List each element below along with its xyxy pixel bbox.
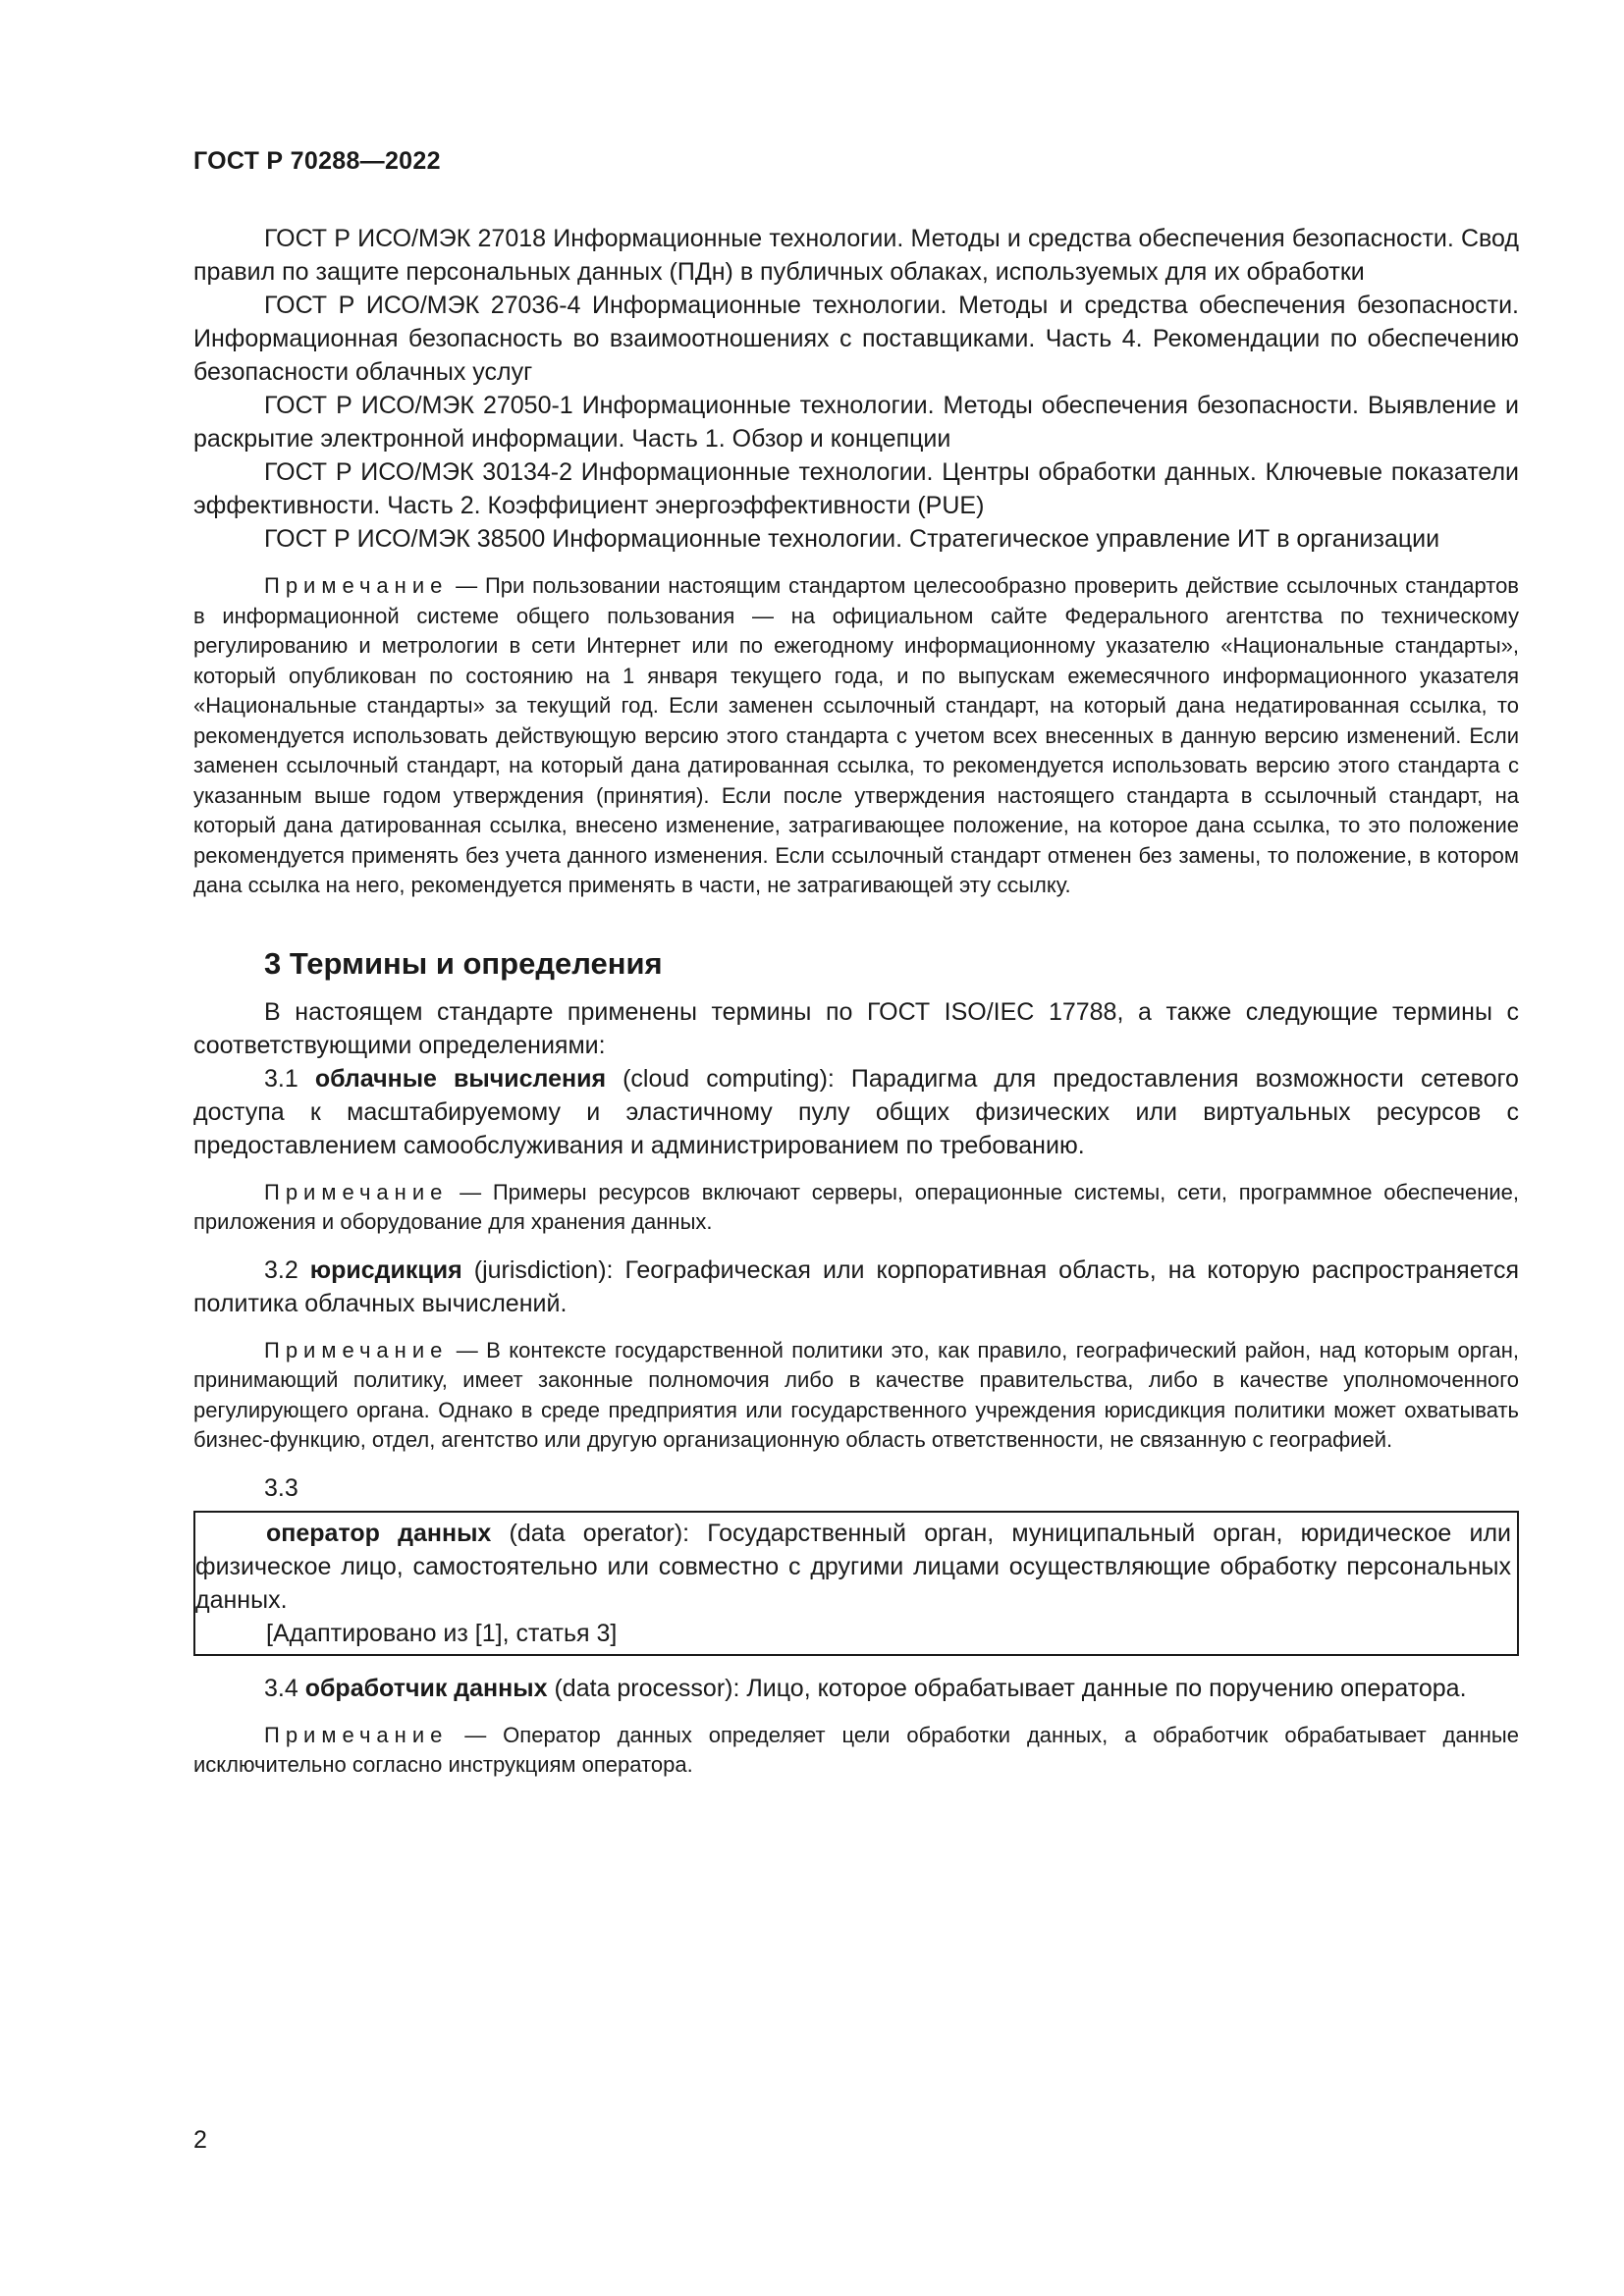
reference-item: ГОСТ Р ИСО/МЭК 27050-1 Информационные технологии. Методы обеспечения безопасности. Выявление и раскрытие электронной информации. Часть 1. Обзор и концепции — [193, 392, 1519, 453]
term-name: юрисдикция — [309, 1255, 462, 1284]
references-note — [193, 571, 1519, 901]
term-3-4-note — [193, 1721, 1519, 1781]
term-3-4 — [193, 1672, 1519, 1705]
section-heading: 3 Термины и определения — [264, 945, 663, 981]
term-number: 3.2 — [264, 1255, 298, 1284]
term-number: 3.4 — [264, 1674, 298, 1702]
reference-item: ГОСТ Р ИСО/МЭК 27036-4 Информационные технологии. Методы и средства обеспечения безопасности. Информационная безопасность во взаимоотношениях с поставщиками. Часть 4. Рекомендации по обеспечению безопасности облачных услуг — [193, 292, 1519, 386]
term-name: оператор данных — [266, 1519, 492, 1547]
reference-item: ГОСТ Р ИСО/МЭК 27018 Информационные технологии. Методы и средства обеспечения безопасности. Свод правил по защите персональных данных (ПДн) в публичных облаках, используемых для их обработки — [193, 225, 1519, 286]
page-number: 2 — [193, 2126, 207, 2154]
note-text: — Оператор данных определяет цели обработки данных, а обработчик обрабатывает данные исключительно согласно инструкциям оператора. — [193, 1722, 1519, 1777]
normative-references-list — [193, 222, 1519, 556]
term-definition: (data operator): Государственный орган, муниципальный орган, юридическое или физическое лицо, самостоятельно или совместно с другими лицами осуществляющие обработку персональных данных. — [195, 1519, 1511, 1614]
term-3-1-note — [193, 1178, 1519, 1238]
reference-item: ГОСТ Р ИСО/МЭК 30134-2 Информационные технологии. Центры обработки данных. Ключевые показатели эффективности. Часть 2. Коэффициент энергоэффективности (PUE) — [193, 458, 1519, 519]
note-text: — При пользовании настоящим стандартом целесообразно проверить действие ссылочных стандартов в информационной системе общего пользования — на официальном сайте Федерального агентства по техническому регулированию и метрологии в сети Интернет или по ежегодному информационному указателю «Национальные стандарты», который опубликован по состоянию на 1 января текущего года, и по выпускам ежемесячного информационного указателя «Национальные стандарты» за текущий год. Если заменен ссылочный стандарт, на который дана недатированная ссылка, то рекомендуется использовать действующую версию этого стандарта с учетом всех внесенных в данную версию изменений. Если заменен ссылочный стандарт, на который дана датированная ссылка, то рекомендуется использовать версию этого стандарта с указанным выше годом утверждения (принятия). Если после утверждения настоящего стандарта в ссылочный стандарт, на который дана датированная ссылка, внесено изменение, затрагивающее положение, на которое дана ссылка, то это положение рекомендуется применять без учета данного изменения. Если ссылочный стандарт отменен без замены, то положение, в котором дана ссылка на него, рекомендуется применять в части, не затрагивающей эту ссылку. — [193, 573, 1519, 897]
running-header: ГОСТ Р 70288—2022 — [193, 147, 441, 175]
term-3-1 — [193, 1062, 1519, 1162]
page-body — [193, 222, 1519, 1781]
term-name: облачные вычисления — [314, 1064, 607, 1093]
note-label: Примечание — [264, 573, 449, 598]
section-intro: В настоящем стандарте применены термины по ГОСТ ISO/IEC 17788, а также следующие термины с соответствующими определениями: — [193, 997, 1519, 1059]
term-number: 3.1 — [264, 1064, 298, 1093]
term-name: обработчик данных — [304, 1674, 548, 1702]
term-definition: (jurisdiction): Географическая или корпоративная область, на которую распространяется политика облачных вычислений. — [193, 1255, 1519, 1317]
note-label: Примечание — [264, 1179, 449, 1204]
note-text: — Примеры ресурсов включают серверы, операционные системы, сети, программное обеспечение, приложения и оборудование для хранения данных. — [193, 1179, 1519, 1234]
reference-item: ГОСТ Р ИСО/МЭК 38500 Информационные технологии. Стратегическое управление ИТ в организации — [264, 525, 1440, 553]
note-label: Примечание — [264, 1722, 449, 1747]
term-definition: (data processor): Лицо, которое обрабатывает данные по поручению оператора. — [554, 1674, 1467, 1702]
term-3-3 — [195, 1517, 1511, 1617]
note-text: — В контексте государственной политики это, как правило, географический район, над которым орган, принимающий политику, имеет законные полномочия либо в качестве правительства, либо в качестве уполномоченного регулирующего органа. Однако в среде предприятия или государственного учреждения юрисдикция политики может охватывать бизнес-функцию, отдел, агентство или другую организационную область ответственности, не связанную с географией. — [193, 1337, 1519, 1452]
term-source: [Адаптировано из [1], статья 3] — [266, 1619, 618, 1647]
note-label: Примечание — [264, 1337, 449, 1362]
term-definition: (cloud computing): Парадигма для предоставления возможности сетевого доступа к масштабируемому и эластичному пулу общих физических или виртуальных ресурсов с предоставлением самообслуживания и администрированием по требованию. — [193, 1064, 1519, 1159]
term-3-3-number: 3.3 — [264, 1473, 298, 1502]
term-3-2-note — [193, 1336, 1519, 1456]
term-3-3-box — [193, 1511, 1519, 1656]
term-3-2 — [193, 1254, 1519, 1320]
